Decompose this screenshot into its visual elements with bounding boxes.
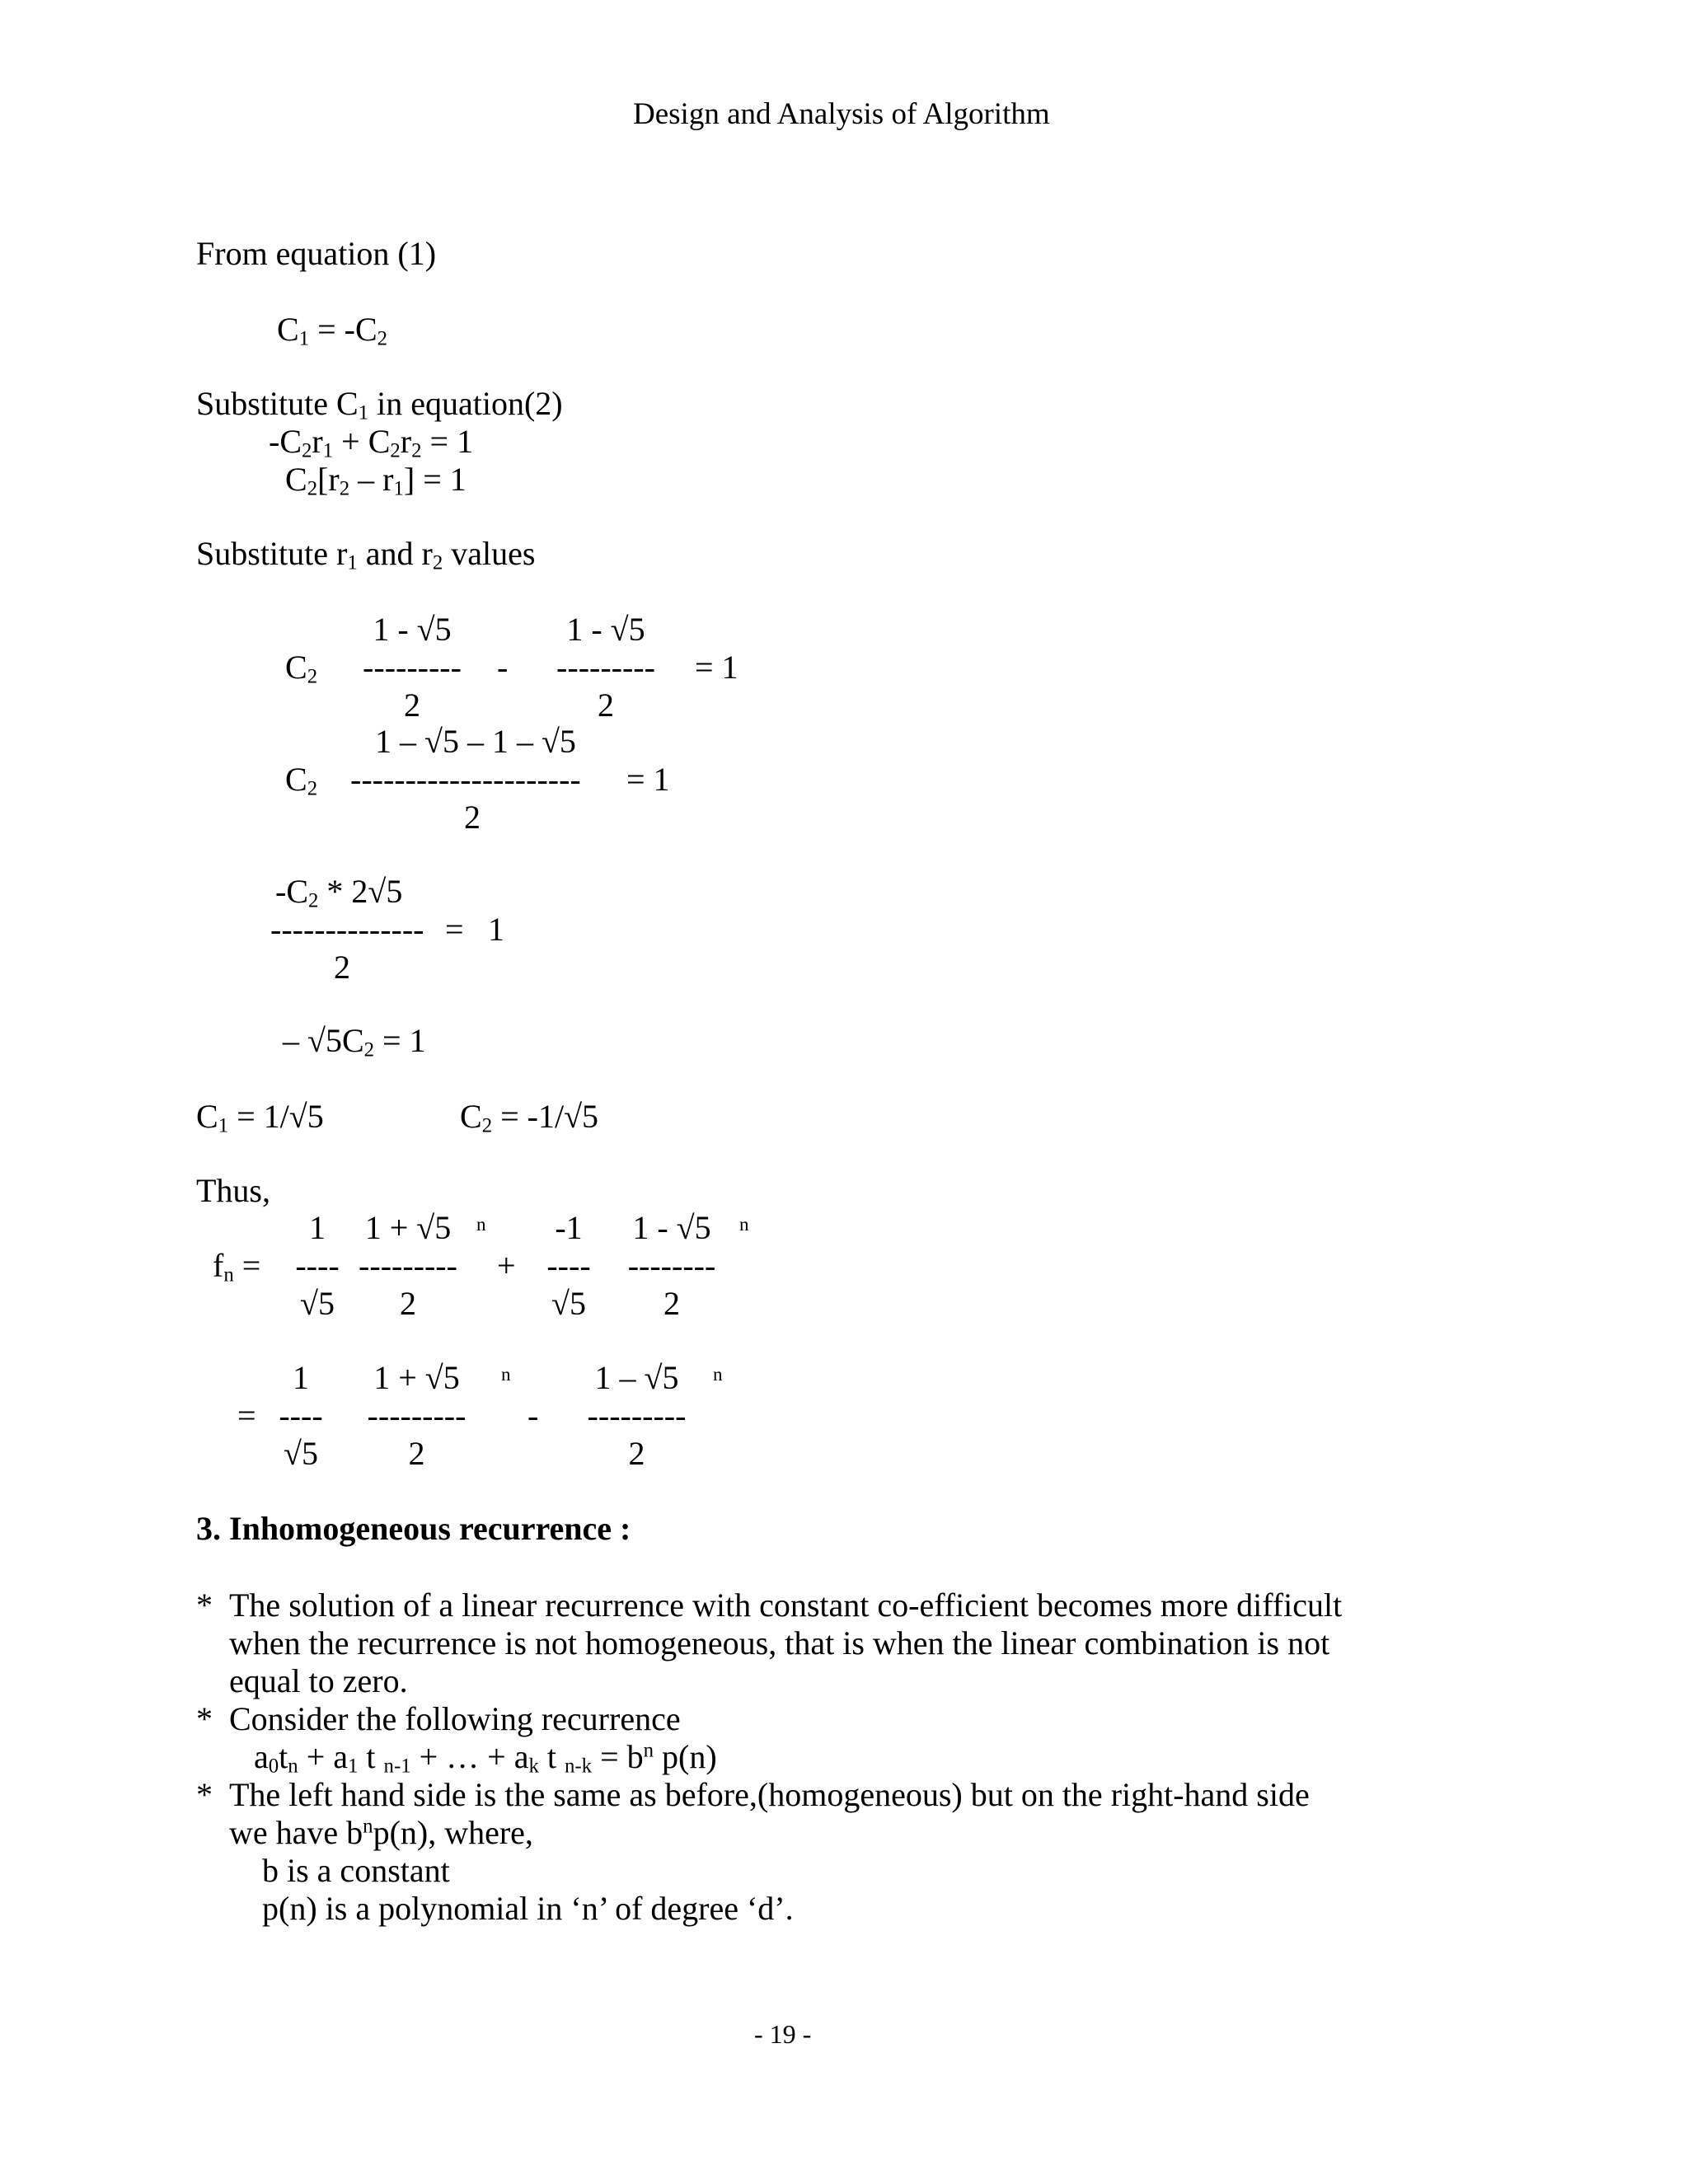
step3-bar: -------------- bbox=[270, 911, 424, 948]
step1-numerator-1: 1 - √5 bbox=[373, 611, 452, 648]
bullet-marker-2: * bbox=[196, 1700, 213, 1737]
fn2-term-a-denominator: √5 bbox=[284, 1435, 318, 1472]
thus-label: Thus, bbox=[196, 1172, 270, 1209]
substitute-r-line: Substitute $r_1$ and $r_2$ values bbox=[196, 535, 536, 574]
fn2-exponent-2: n bbox=[713, 1364, 723, 1385]
fn2-term-b-bar: --------- bbox=[367, 1397, 467, 1434]
step1-denominator-1: 2 bbox=[404, 687, 420, 724]
recurrence-equation: $a_0t_n + a_1$ t $_{n-1}$ + … + $a_k$ t $_{n-k} = b^n$ p(n) bbox=[254, 1738, 717, 1778]
fn2-term-b-numerator: 1 + √5 bbox=[373, 1359, 460, 1396]
b-constant-line: b is a constant bbox=[262, 1852, 450, 1889]
fn2-term-a-numerator: 1 bbox=[293, 1359, 309, 1396]
from-equation-1: From equation (1) bbox=[196, 235, 437, 272]
step1-operator: - bbox=[497, 649, 509, 686]
bullet2-text: Consider the following recurrence bbox=[229, 1700, 681, 1737]
step3-rhs: 1 bbox=[488, 911, 504, 948]
section-heading: 3. Inhomogeneous recurrence : bbox=[196, 1510, 631, 1547]
page-number: - 19 - bbox=[754, 2019, 812, 2049]
fn1-term-b-numerator: 1 + √5 bbox=[364, 1209, 452, 1246]
fn1-term-d-denominator: 2 bbox=[663, 1285, 680, 1322]
bullet1-line-1: The solution of a linear recurrence with constant co-efficient becomes more difficult bbox=[229, 1586, 1343, 1624]
equation-c1: $C_1 = -C_2$ bbox=[277, 311, 388, 350]
fn1-term-b-denominator: 2 bbox=[400, 1285, 416, 1322]
fn1-term-a-denominator: √5 bbox=[300, 1285, 335, 1322]
equation-b: $C_2[r_2 - r_1] = 1$ bbox=[285, 461, 467, 500]
fn1-term-d-bar: -------- bbox=[627, 1247, 716, 1284]
bullet1-line-2: when the recurrence is not homogeneous, that is when the linear combination is not bbox=[229, 1624, 1330, 1661]
step1-denominator-2: 2 bbox=[598, 687, 614, 724]
fn1-exponent-2: n bbox=[739, 1214, 749, 1235]
fn1-term-a-numerator: 1 bbox=[309, 1209, 326, 1246]
result-c1: $C_1 = 1/√5$ bbox=[196, 1098, 324, 1137]
step1-rhs: = 1 bbox=[695, 649, 738, 686]
step3-denominator: 2 bbox=[334, 949, 350, 986]
fn1-term-c-bar: ---- bbox=[546, 1247, 591, 1284]
bullet-marker-3: * bbox=[196, 1776, 213, 1813]
fn1-term-b-bar: --------- bbox=[359, 1247, 457, 1284]
fn2-term-d-numerator: 1 – √5 bbox=[594, 1359, 679, 1396]
fn2-exponent-1: n bbox=[501, 1364, 511, 1385]
step2-coefficient: $C_2$ bbox=[285, 761, 318, 800]
fn2-operator: - bbox=[528, 1397, 539, 1434]
step2-numerator: 1 – √5 – 1 – √5 bbox=[375, 723, 576, 760]
fn2-term-d-bar: --------- bbox=[587, 1397, 687, 1434]
fn1-term-d-numerator: 1 - √5 bbox=[632, 1209, 711, 1246]
fn1-exponent-1: n bbox=[476, 1214, 486, 1235]
step3-equals: = bbox=[445, 911, 464, 948]
substitute-c1-line: Substitute $C_1$ in equation(2) bbox=[196, 385, 563, 424]
step3-numerator: $-C_2 * 2√5$ bbox=[275, 873, 403, 912]
fn1-term-c-denominator: √5 bbox=[551, 1285, 586, 1322]
step1-coefficient: $C_2$ bbox=[285, 649, 318, 688]
bullet3-line-1: The left hand side is the same as before,(homogeneous) but on the right-hand side bbox=[229, 1776, 1310, 1813]
fn2-term-a-bar: ---- bbox=[279, 1397, 323, 1434]
equation-a: $-C_2r_1 + C_2r_2 = 1$ bbox=[269, 423, 474, 462]
fn-lhs: $f_n$ = bbox=[213, 1247, 261, 1286]
bullet-marker-1: * bbox=[196, 1586, 213, 1624]
step1-bar-1: --------- bbox=[363, 649, 462, 686]
step2-bar: --------------------- bbox=[350, 761, 581, 798]
page-header: Design and Analysis of Algorithm bbox=[633, 97, 1050, 131]
fn1-term-a-bar: ---- bbox=[295, 1247, 340, 1284]
step4-equation: – $√5C_2 = 1$ bbox=[283, 1022, 426, 1062]
fn2-term-b-denominator: 2 bbox=[408, 1435, 425, 1472]
bullet3-line-2: we have $b^np(n)$, where, bbox=[229, 1814, 533, 1851]
step2-denominator: 2 bbox=[464, 799, 481, 836]
fn1-operator: + bbox=[497, 1247, 516, 1284]
step1-bar-2: --------- bbox=[556, 649, 655, 686]
result-c2: $C_2 = -1/√5$ bbox=[460, 1098, 599, 1137]
fn2-term-d-denominator: 2 bbox=[628, 1435, 645, 1472]
bullet1-line-3: equal to zero. bbox=[229, 1662, 408, 1699]
fn2-equals: = bbox=[237, 1397, 256, 1434]
fn1-term-c-numerator: -1 bbox=[555, 1209, 583, 1246]
polynomial-line: p(n) is a polynomial in ‘n’ of degree ‘d’. bbox=[262, 1890, 794, 1927]
step2-rhs: = 1 bbox=[626, 761, 670, 798]
step1-numerator-2: 1 - √5 bbox=[566, 611, 645, 648]
